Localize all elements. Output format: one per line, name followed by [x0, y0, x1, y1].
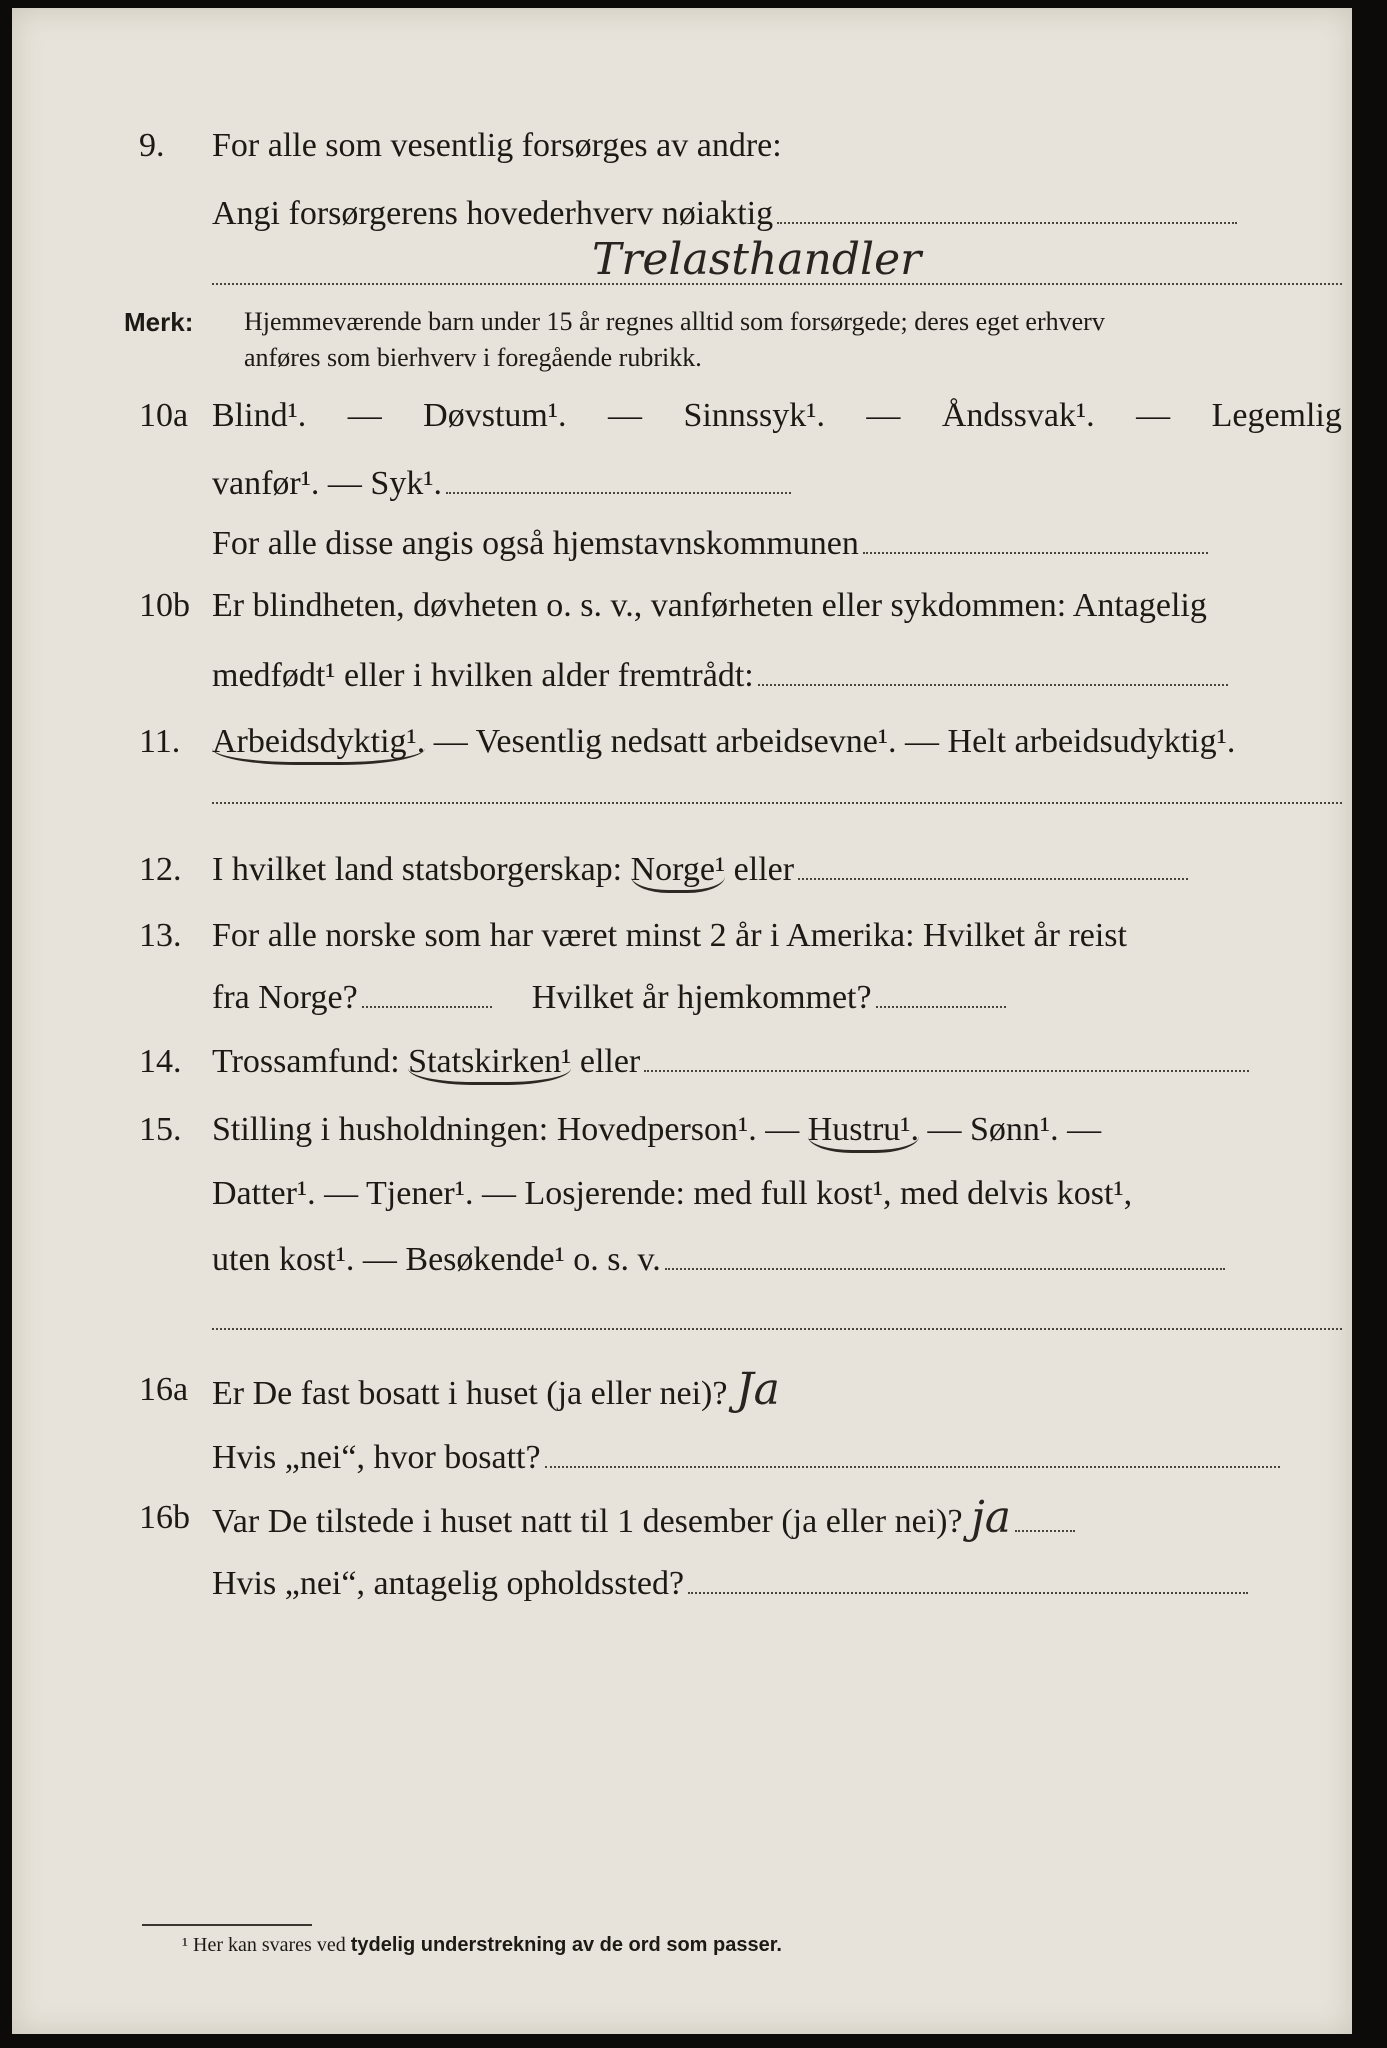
underlined-choice: Hustru¹.: [808, 1111, 919, 1153]
merk-text: anføres som bierhverv i foregående rubrikk.: [244, 343, 702, 372]
question-text: Blind¹. — Døvstum¹. — Sinnssyk¹. — Åndssvak¹. — Legemlig: [212, 397, 1342, 434]
question-number: 16b: [139, 1499, 190, 1536]
question-number: 13.: [139, 917, 182, 954]
question-number: 10a: [139, 397, 189, 434]
handwritten-answer: ja: [971, 1492, 1011, 1543]
underlined-choice: Arbeidsdyktig¹.: [212, 723, 425, 765]
question-text: Angi forsørgerens hovederhverv nøiaktig: [212, 195, 774, 232]
footnote-emphasis: tydelig understrekning av de ord som passer.: [350, 1934, 782, 1956]
footnote-rule: [142, 1924, 312, 1926]
question-number: 14.: [139, 1043, 182, 1080]
question-number: 11.: [139, 723, 181, 760]
underlined-choice: Statskirken¹: [408, 1043, 571, 1085]
question-number: 12.: [139, 851, 182, 888]
answer-line: [212, 802, 1342, 804]
question-text: For alle som vesentlig forsørges av andre:: [212, 127, 782, 164]
answer-line: [212, 283, 1342, 285]
question-number: 15.: [139, 1111, 182, 1148]
question-text: Arbeidsdyktig¹. — Vesentlig nedsatt arbeidsevne¹. — Helt arbeidsudyktig¹.: [212, 722, 1352, 762]
handwritten-answer: Ja: [735, 1364, 780, 1415]
question-text: Er blindheten, døvheten o. s. v., vanførheten eller sykdommen: Antagelig: [212, 587, 1207, 624]
merk-text: Hjemmeværende barn under 15 år regnes alltid som forsørgede; deres eget erhverv: [244, 307, 1105, 336]
underlined-choice: Norge¹: [631, 851, 726, 893]
handwritten-answer: Trelasthandler: [592, 234, 922, 285]
question-text: For alle norske som har været minst 2 år i Amerika: Hvilket år reist: [212, 917, 1127, 954]
answer-line: [212, 1328, 1342, 1330]
question-number: 10b: [139, 587, 190, 624]
question-number: 9.: [139, 127, 165, 164]
form-page: 9. For alle som vesentlig forsørges av andre: Angi forsørgerens hovederhverv nøiaktig Trelasthandler Merk: Hjemmeværende barn under 15 år regnes alltid som forsørgede; deres eget erhverv anføres som bierhverv i foregående rubrikk. 10a Blind¹. — Døvstum¹. — Sinnssyk¹. — Åndssvak¹. — Legemlig vanfør¹. — Syk¹. For alle disse angis også hjemstavnskommunen 10b Er blindheten, døvheten o. s. v., vanførheten eller sykdommen: Antagelig medfødt¹ eller i hvilken alder fremtrådt: 11. Arbeidsdyktig¹. — Vesentlig nedsatt arbeidsevne¹. — Helt arbeidsudyktig¹. 12. I hvilket land statsborgerskap: Norge¹ eller 13. For alle norske som har været minst 2 år i Amerika: Hvilket år reist fra Norge? Hvilket år hjemkommet? 14. Trossamfund: Statskirken¹ eller 15. Stilling i husholdningen: Hovedperson¹. — Hustru¹. — Sønn¹. — Datter¹. — Tjener¹. — Losjerende: med full kost¹, med delvis kost¹, uten kost¹. — Besøkende¹ o. s. v. 16a Er De fast bosatt i huset (ja eller nei)? Ja Hvis „nei“, hvor bosatt? 16b Var De tilstede i huset natt til 1 desember (ja eller nei)? ja Hvis „nei“, antagelig opholdssted? ¹ Her kan svares ved tydelig understrekning av de ord som passer.: [12, 8, 1352, 2034]
question-number: 16a: [139, 1371, 189, 1408]
merk-label: Merk:: [124, 307, 194, 337]
footnote: ¹ Her kan svares ved tydelig understrekning av de ord som passer.: [182, 1934, 782, 1956]
footnote-marker: ¹: [182, 1934, 188, 1956]
